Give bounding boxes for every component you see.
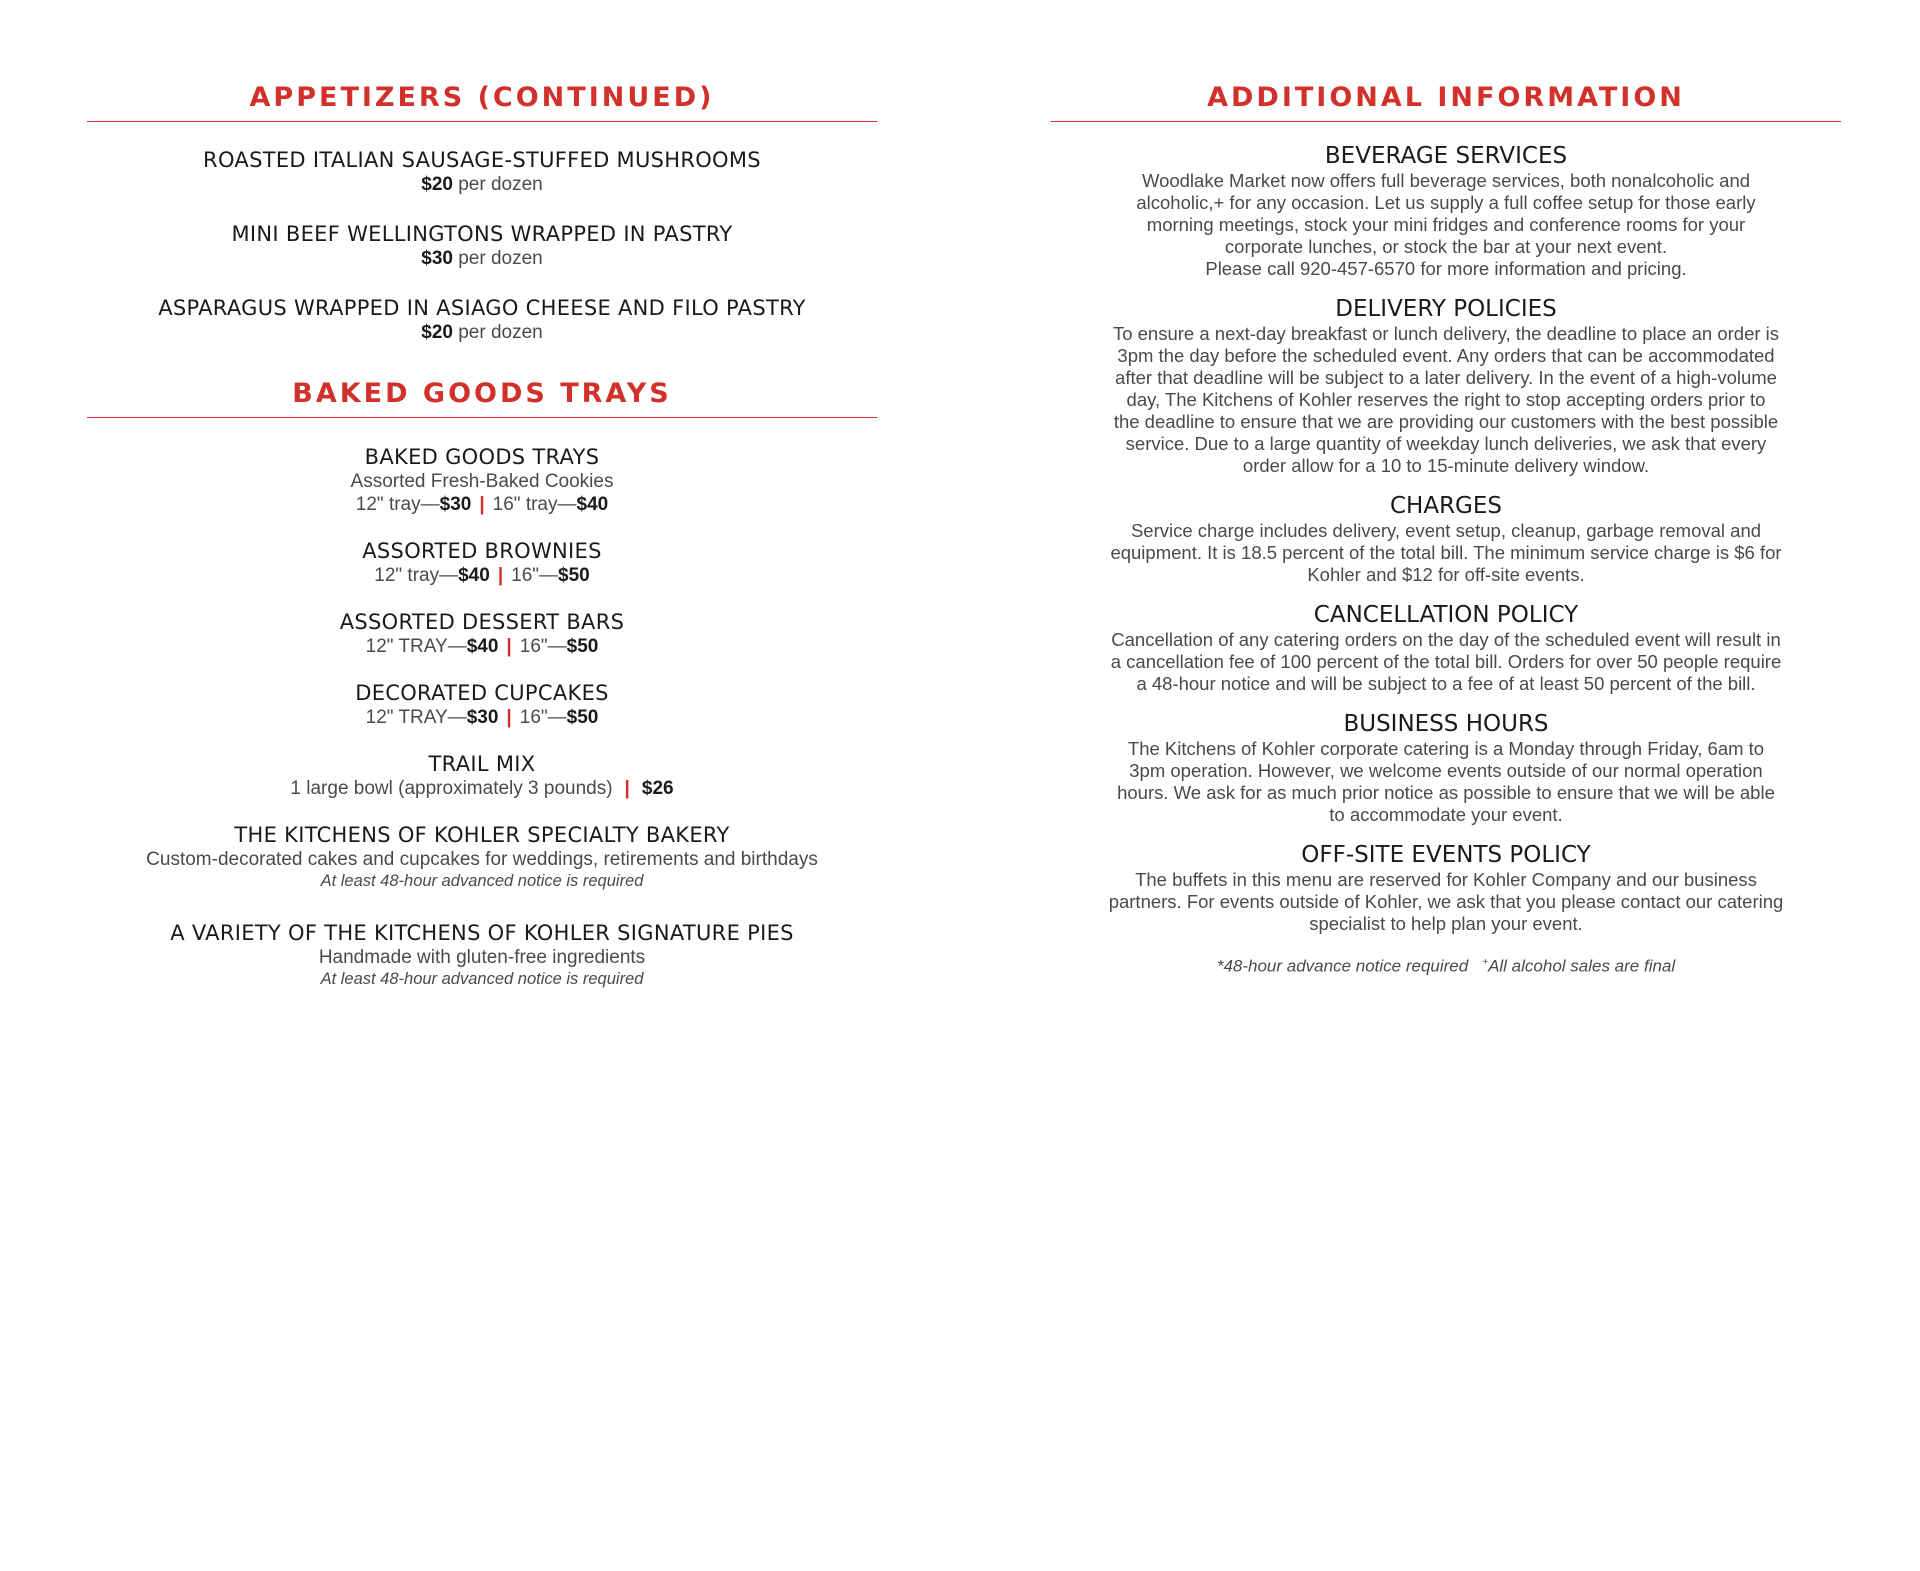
item-price-line (87, 247, 877, 270)
price-separator: | (624, 778, 630, 799)
footnote-alcohol-sales: All alcohol sales are final (1488, 956, 1676, 976)
item-name: ASSORTED BROWNIES (362, 539, 602, 563)
info-line: specialist to help plan your event. (1309, 913, 1583, 934)
item-unit: per dozen (458, 174, 543, 195)
footnote-advance-notice: *48-hour advance notice required (1216, 956, 1469, 976)
info-line: to accommodate your event. (1329, 804, 1563, 825)
item-name: MINI BEEF WELLINGTONS WRAPPED IN PASTRY (231, 222, 733, 246)
left-column (87, 0, 877, 990)
info-line: service. Due to a large quantity of weekday lunch deliveries, we ask that every (1125, 433, 1767, 454)
info-line: a 48-hour notice and will be subject to a fee of at least 50 percent of the bill. (1136, 673, 1756, 694)
menu-item (87, 751, 877, 800)
item-price: $50 (566, 707, 599, 728)
item-description: Custom-decorated cakes and cupcakes for weddings, retirements and birthdays (146, 849, 818, 870)
info-line: The buffets in this menu are reserved for Kohler Company and our business (1135, 869, 1757, 890)
info-section (1051, 841, 1841, 935)
info-line: day, The Kitchens of Kohler reserves the right to stop accepting orders prior to (1126, 389, 1766, 410)
info-line: alcoholic,+ for any occasion. Let us supply a full coffee setup for those early (1136, 192, 1756, 213)
item-name: ASPARAGUS WRAPPED IN ASIAGO CHEESE AND FILO PASTRY (158, 296, 806, 320)
item-price: $30 (466, 707, 499, 728)
info-line: Service charge includes delivery, event setup, cleanup, garbage removal and (1130, 520, 1762, 541)
additional-info-section-title: ADDITIONAL INFORMATION (1207, 82, 1685, 113)
info-line: corporate lunches, or stock the bar at your next event. (1224, 236, 1668, 257)
menu-item (87, 221, 877, 270)
info-section (1051, 710, 1841, 826)
info-line: morning meetings, stock your mini fridges and conference rooms for your (1146, 214, 1746, 235)
item-name: THE KITCHENS OF KOHLER SPECIALTY BAKERY (234, 823, 730, 847)
info-section (1051, 601, 1841, 695)
menu-item (87, 538, 877, 587)
price-separator: | (506, 636, 512, 657)
item-price-line: 12" TRAY—$40 | 16"—$50 (365, 636, 599, 657)
item-price: $40 (466, 636, 499, 657)
item-name: DECORATED CUPCAKES (355, 681, 609, 705)
item-note: At least 48-hour advanced notice is required (320, 872, 644, 890)
info-line: Cancellation of any catering orders on the day of the scheduled event will result in (1111, 629, 1781, 650)
item-description: Assorted Fresh-Baked Cookies (350, 471, 614, 492)
info-heading: BEVERAGE SERVICES (1324, 143, 1568, 169)
baked-goods-section-title: BAKED GOODS TRAYS (292, 378, 672, 409)
menu-item (87, 920, 877, 990)
appetizers-section-title: APPETIZERS (CONTINUED) (249, 82, 715, 113)
info-line: order allow for a 10 to 15-minute delivery window. (1242, 455, 1650, 476)
info-line: equipment. It is 18.5 percent of the total bill. The minimum service charge is $6 for (1110, 542, 1782, 563)
info-line: Woodlake Market now offers full beverage services, both nonalcoholic and (1141, 170, 1751, 191)
item-note: At least 48-hour advanced notice is required (320, 970, 644, 988)
menu-item (87, 822, 877, 892)
item-price: $40 (576, 494, 609, 515)
info-line: after that deadline will be subject to a later delivery. In the event of a high-volume (1115, 367, 1777, 388)
info-heading: DELIVERY POLICIES (1335, 296, 1557, 322)
right-column (1051, 0, 1841, 978)
info-line: hours. We ask for as much prior notice as possible to ensure that we will be able (1117, 782, 1775, 803)
info-section (1051, 142, 1841, 280)
item-name: ROASTED ITALIAN SAUSAGE-STUFFED MUSHROOMS (203, 148, 761, 172)
item-description: Handmade with gluten-free ingredients (318, 947, 646, 968)
info-line: partners. For events outside of Kohler, we ask that you please contact our catering (1108, 891, 1784, 912)
info-line: Kohler and $12 for off-site events. (1307, 564, 1585, 585)
item-price: $50 (566, 636, 599, 657)
item-price-line: 12" TRAY—$30 | 16"—$50 (365, 707, 599, 728)
item-price: $30 (439, 494, 472, 515)
item-name: A VARIETY OF THE KITCHENS OF KOHLER SIGNATURE PIES (170, 921, 794, 945)
info-line: 3pm operation. However, we welcome events outside of our normal operation (1129, 760, 1763, 781)
item-price-line: 12" tray—$40 | 16"—$50 (374, 565, 590, 586)
price-separator: | (506, 707, 512, 728)
item-name: BAKED GOODS TRAYS (364, 445, 600, 469)
item-unit: per dozen (458, 322, 543, 343)
item-price: $50 (558, 565, 590, 586)
item-unit: per dozen (458, 248, 543, 269)
menu-item (87, 295, 877, 344)
info-section (1051, 492, 1841, 586)
footnotes (1051, 952, 1841, 978)
info-heading: CHARGES (1389, 493, 1503, 519)
price-separator: | (479, 494, 485, 515)
price-separator: | (497, 565, 504, 586)
info-line: To ensure a next-day breakfast or lunch delivery, the deadline to place an order is (1112, 323, 1780, 344)
item-price-line (87, 173, 877, 196)
item-price: $20 (421, 174, 453, 195)
menu-item (87, 609, 877, 658)
info-heading: CANCELLATION POLICY (1313, 602, 1579, 628)
item-price: $26 (641, 778, 674, 799)
item-price: $20 (421, 322, 453, 343)
item-price-line: 12" tray—$30 | 16" tray—$40 (355, 494, 609, 515)
info-line: a cancellation fee of 100 percent of the total bill. Orders for over 50 people require (1110, 651, 1782, 672)
info-line: The Kitchens of Kohler corporate catering is a Monday through Friday, 6am to (1127, 738, 1765, 759)
item-price: $30 (421, 248, 453, 269)
info-line: Please call 920-457-6570 for more information and pricing. (1205, 258, 1687, 279)
item-description: 1 large bowl (approximately 3 pounds) (290, 778, 613, 799)
item-price-line (87, 777, 877, 800)
item-name: TRAIL MIX (428, 752, 536, 776)
menu-item (87, 444, 877, 516)
menu-item (87, 147, 877, 196)
info-line: the deadline to ensure that we are providing our customers with the best possible (1113, 411, 1779, 432)
item-price-line (87, 321, 877, 344)
item-name: ASSORTED DESSERT BARS (339, 610, 625, 634)
menu-item (87, 680, 877, 729)
footnote-mark: + (1482, 957, 1489, 968)
item-price: $40 (458, 565, 490, 586)
info-section (1051, 295, 1841, 477)
info-line: 3pm the day before the scheduled event. Any orders that can be accommodated (1117, 345, 1775, 366)
info-heading: BUSINESS HOURS (1343, 711, 1549, 737)
info-heading: OFF-SITE EVENTS POLICY (1301, 842, 1591, 868)
